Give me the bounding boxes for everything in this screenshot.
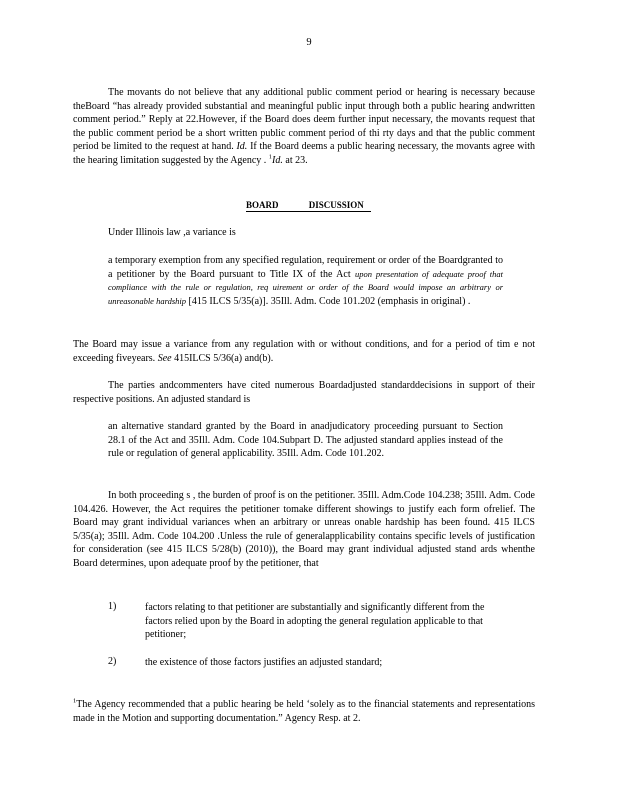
list-item-number: 2) [108,656,117,667]
block-quote-adjusted-standard: an alternative standard granted by the Board in anadjudicatory proceeding pursuant to Section 28.1 of the Act and 35Ill. Adm. Code 104.Subpart D. The adjusted standard applies instead of the rule or regulation of general applicability. 35Ill. Adm. Code 101.202. [108,421,503,460]
footnote-text: The Agency recommended that a public hearing be held ‘solely as to the financial statements and representations made in the Motion and supporting documentation.” Agency Resp. at 2. [73,699,535,724]
block-quote-variance [108,254,503,308]
citation-signal: See [157,352,172,364]
quote-emphasis: upon presentation of adequate proof that compliance with the rule or regulation, req uirement or order of the Board would impose an arbitrary or unreasonable hardship [108,268,504,306]
list-item-text: the existence of those factors justifies an adjusted standard; [145,657,383,668]
paragraph-public-comment [73,86,535,168]
list-item-number: 1) [108,601,117,612]
paragraph-burden-of-proof: In both proceeding s , the burden of proof is on the petitioner. 35Ill. Adm.Code 104.238; 35Ill. Adm. Code 104.426. However, the Act requires the petitioner tomake different showings to justify each form ofrelief. The Board may grant individual variances when an arbitrary or unreas onable hardship has been found. 415 ILCS 5/35(a); 35Ill. Adm. Code 104.200 .Unless the rule of generalapplicability contains specific levels of justification for consideration (see 415 ILCS 5/28(b) (2010)), the Board may grant individual adjusted stand ards whenthe Board determines, upon adequate proof by the petitioner, that [73,490,535,569]
page-number: 9 [306,37,312,48]
footnote [73,698,535,726]
heading-word: BOARD [246,200,279,210]
paragraph-variance-period [73,338,535,365]
paragraph-adjusted-standard-intro: The parties andcommenters have cited numerous Boardadjusted standarddecisions in support of their respective positions. An adjusted standard is [73,380,535,405]
quote-citation: [415 ILCS 5/35(a)]. 35Ill. Adm. Code 101.202 (emphasis in original) . [188,295,471,307]
section-heading [246,200,371,212]
paragraph-text: at 23. [282,154,308,166]
paragraph-variance-intro: Under Illinois law ,a variance is [108,227,236,238]
paragraph-text: The Board may issue a variance from any regulation with or without conditions, and for a period of tim e not exceeding fiveyears. [73,339,535,364]
paragraph-text: The movants do not believe that any additional public comment period or hearing is necessary because theBoard “has already provided substantial and meaningful public input through both a public hearing andwritten comment period.” Reply at 22.However, if the Board does deem further input necessary, the movants request that the public comment period be a short written public comment period of thi rty days and that the public comment period be limited to the request at hand. [73,87,535,153]
footnote-mark: 1 [73,697,77,705]
citation-id: Id. [236,141,248,153]
heading-word: DISCUSSION [308,200,364,210]
paragraph-text: If the Board deems a public hearing necessary, the movants agree with the hearing limitation suggested by the Agency . [73,141,536,166]
citation-id: Id. [272,154,283,166]
quote-text: a temporary exemption from any specified regulation, requirement or order of the Boardgranted to a petitioner by the Board pursuant to Title IX of the Act [108,255,503,280]
footnote-reference[interactable]: 1 [268,153,273,161]
list-item-text: factors relating to that petitioner are substantially and significantly different from the factors relied upon by the Board in adopting the general regulation applicable to that petitioner; [145,602,485,641]
paragraph-text: 415ILCS 5/36(a) and(b). [174,352,274,364]
